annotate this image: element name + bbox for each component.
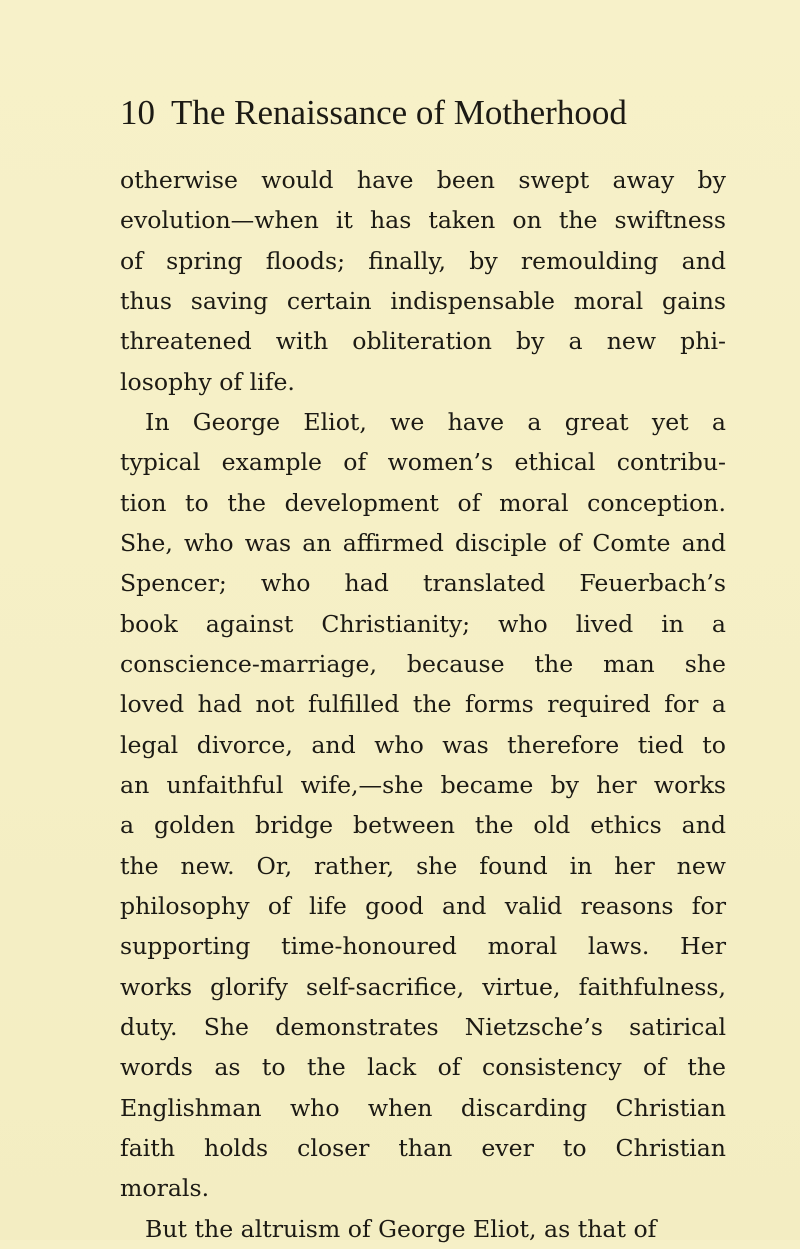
text-line: a golden bridge between the old ethics and	[120, 811, 726, 840]
running-title: The Renaissance of Motherhood	[171, 93, 627, 132]
text-line: of spring floods; finally, by remoulding and	[120, 246, 726, 275]
text-line: otherwise would have been swept away by	[120, 166, 726, 194]
text-line: words as to the lack of consistency of the	[120, 1053, 726, 1082]
text-line: loved had not fulfilled the forms required for a	[120, 690, 726, 719]
text-line: conscience-marriage, because the man she	[120, 649, 726, 678]
text-line: threatened with obliteration by a new phi-	[120, 327, 726, 356]
text-line: evolution—when it has taken on the swiftness	[120, 206, 726, 235]
text-line: tion to the development of moral conception.	[120, 488, 726, 517]
text-line: Spencer; who had translated Feuerbach’s	[120, 569, 726, 598]
text-line: faith holds closer than ever to Christian	[120, 1133, 726, 1162]
running-head	[120, 88, 720, 138]
text-line: legal divorce, and who was therefore tied to	[120, 730, 726, 759]
text-line: supporting time-honoured moral laws. Her	[120, 932, 726, 961]
text-line: works glorify self-sacrifice, virtue, faithfulness,	[120, 972, 726, 1001]
text-line: an unfaithful wife,—she became by her works	[120, 770, 726, 799]
text-line: morals.	[120, 1174, 210, 1203]
text-line: losophy of life.	[120, 367, 295, 396]
text-line: thus saving certain indispensable moral gains	[120, 286, 726, 315]
text-line: duty. She demonstrates Nietzsche’s satirical	[120, 1012, 726, 1041]
text-line: typical example of women’s ethical contribu-	[120, 448, 726, 477]
text-line: She, who was an affirmed disciple of Comte and	[120, 528, 726, 557]
paragraph-first-line: But the altruism of George Eliot, as that of	[145, 1214, 657, 1243]
text-line: book against Christianity; who lived in a	[120, 609, 726, 638]
text-line: philosophy of life good and valid reasons for	[120, 891, 726, 920]
page-number: 10	[120, 93, 155, 132]
text-line: Englishman who when discarding Christian	[120, 1093, 726, 1122]
body-text	[120, 160, 726, 1249]
paragraph-first-line: In George Eliot, we have a great yet a	[145, 407, 726, 436]
text-line: the new. Or, rather, she found in her new	[120, 851, 726, 880]
